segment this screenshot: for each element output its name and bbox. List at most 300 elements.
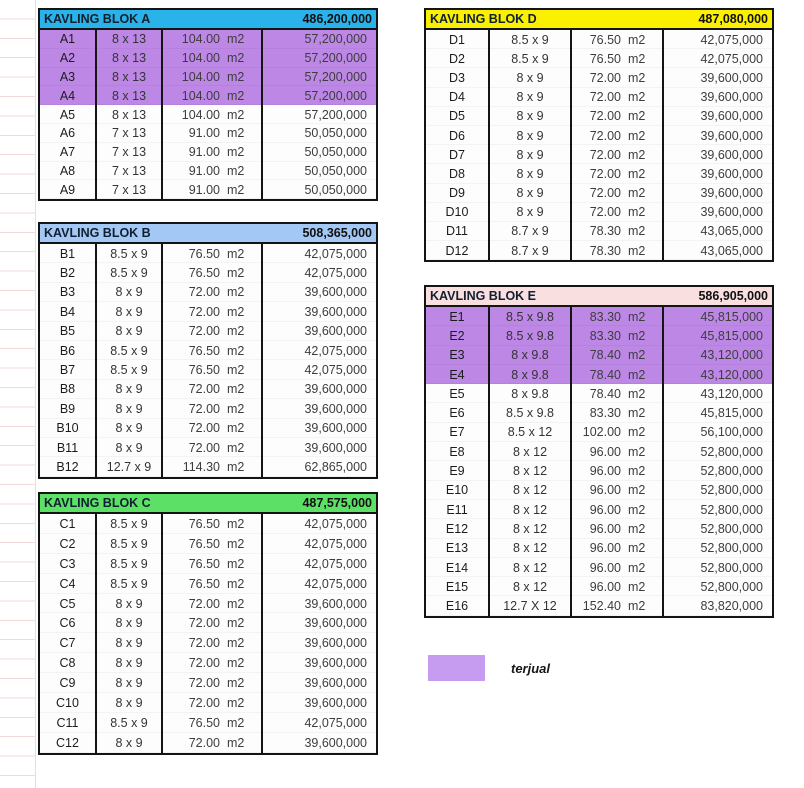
lot-dimension-cell[interactable]: [95, 514, 161, 534]
lot-id-cell[interactable]: [426, 539, 488, 558]
lot-area-cell[interactable]: [161, 244, 261, 263]
lot-area-cell[interactable]: [570, 30, 662, 49]
cell-text: m2: [628, 70, 646, 85]
lot-dimension-cell[interactable]: [95, 554, 161, 574]
lot-area-cell[interactable]: [161, 613, 261, 633]
lot-area-cell[interactable]: [570, 107, 662, 126]
lot-price-cell[interactable]: [662, 558, 772, 577]
lot-id-cell[interactable]: [426, 307, 488, 326]
lot-id-cell[interactable]: [426, 68, 488, 87]
lot-area-cell[interactable]: [570, 365, 662, 384]
lot-dimension-cell[interactable]: [95, 574, 161, 594]
lot-dimension-cell[interactable]: [488, 500, 570, 519]
lot-dimension-cell[interactable]: [95, 162, 161, 181]
cell-text: 83.30: [589, 309, 621, 324]
lot-price-cell[interactable]: [662, 49, 772, 68]
lot-dimension-cell[interactable]: [95, 30, 161, 49]
lot-dimension-cell[interactable]: [488, 365, 570, 384]
cell-text: m2: [227, 440, 245, 455]
lot-dimension-cell[interactable]: [95, 143, 161, 162]
lot-price-cell[interactable]: [261, 554, 376, 574]
lot-id-cell[interactable]: [40, 554, 95, 574]
lot-price-cell[interactable]: [261, 380, 376, 399]
lot-dimension-cell[interactable]: [488, 88, 570, 107]
cell-text: C6: [59, 616, 76, 631]
lot-dimension-cell[interactable]: [95, 322, 161, 341]
lot-row-a9: [40, 180, 376, 199]
block-header-e[interactable]: [424, 285, 774, 307]
cell-text: m2: [227, 715, 245, 730]
cell-text: 39,600,000: [304, 596, 367, 611]
lot-id-cell[interactable]: [426, 184, 488, 203]
lot-id-cell[interactable]: [40, 360, 95, 379]
lot-id-cell[interactable]: [426, 346, 488, 365]
lot-id-cell[interactable]: [40, 673, 95, 693]
lot-price-cell[interactable]: [261, 574, 376, 594]
lot-price-cell[interactable]: [261, 86, 376, 105]
lot-dimension-cell[interactable]: [488, 442, 570, 461]
lot-price-cell[interactable]: [662, 184, 772, 203]
lot-dimension-cell[interactable]: [95, 653, 161, 673]
lot-price-cell[interactable]: [662, 126, 772, 145]
lot-area-cell[interactable]: [161, 653, 261, 673]
lot-id-cell[interactable]: [40, 534, 95, 554]
lot-id-cell[interactable]: [426, 30, 488, 49]
lot-id-cell[interactable]: [426, 241, 488, 260]
lot-dimension-cell[interactable]: [95, 534, 161, 554]
lot-dimension-cell[interactable]: [488, 145, 570, 164]
lot-area-cell[interactable]: [161, 438, 261, 457]
lot-row-e10: [426, 481, 772, 500]
lot-dimension-cell[interactable]: [95, 613, 161, 633]
lot-area-cell[interactable]: [570, 241, 662, 260]
lot-dimension-cell[interactable]: [95, 733, 161, 753]
lot-price-cell[interactable]: [662, 461, 772, 480]
lot-dimension-cell[interactable]: [95, 438, 161, 457]
lot-id-cell[interactable]: [40, 733, 95, 753]
lot-area-cell[interactable]: [161, 380, 261, 399]
block-header-d[interactable]: [424, 8, 774, 30]
lot-area-cell[interactable]: [161, 673, 261, 693]
cell-text: B7: [59, 363, 76, 378]
cell-text: 52,800,000: [700, 502, 763, 517]
lot-dimension-cell[interactable]: [488, 539, 570, 558]
lot-price-cell[interactable]: [261, 438, 376, 457]
lot-dimension-cell[interactable]: [488, 203, 570, 222]
lot-area-cell[interactable]: [161, 49, 261, 68]
lot-row-e7: [426, 423, 772, 442]
lot-area-cell[interactable]: [161, 633, 261, 653]
lot-area-cell[interactable]: [161, 534, 261, 554]
cell-text: 76.50: [188, 363, 220, 378]
lot-area-cell[interactable]: [570, 403, 662, 422]
block-header-c[interactable]: [38, 492, 378, 514]
lot-id-cell[interactable]: [426, 326, 488, 345]
cell-text: 8 x 9: [516, 70, 544, 85]
lot-price-cell[interactable]: [662, 481, 772, 500]
lot-area-cell[interactable]: [161, 514, 261, 534]
lot-dimension-cell[interactable]: [95, 594, 161, 614]
lot-area-cell[interactable]: [161, 105, 261, 124]
lot-price-cell[interactable]: [261, 733, 376, 753]
lot-id-cell[interactable]: [426, 423, 488, 442]
lot-price-cell[interactable]: [261, 263, 376, 282]
lot-row-a8: [40, 162, 376, 181]
lot-dimension-cell[interactable]: [488, 346, 570, 365]
lot-price-cell[interactable]: [662, 577, 772, 596]
lot-area-cell[interactable]: [161, 399, 261, 418]
lot-dimension-cell[interactable]: [95, 713, 161, 733]
lot-row-a4: [40, 86, 376, 105]
cell-text: 39,600,000: [700, 186, 763, 201]
block-total: 486,200,000: [302, 12, 372, 26]
lot-dimension-cell[interactable]: [488, 423, 570, 442]
cell-text: 8 x 9: [115, 616, 143, 631]
lot-price-cell[interactable]: [662, 423, 772, 442]
lot-price-cell[interactable]: [261, 143, 376, 162]
lot-price-cell[interactable]: [662, 326, 772, 345]
cell-text: 72.00: [589, 70, 621, 85]
lot-price-cell[interactable]: [662, 403, 772, 422]
lot-id-cell[interactable]: [426, 222, 488, 241]
lot-price-cell[interactable]: [662, 596, 772, 615]
lot-area-cell[interactable]: [570, 164, 662, 183]
lot-price-cell[interactable]: [662, 346, 772, 365]
lot-area-cell[interactable]: [570, 423, 662, 442]
lot-price-cell[interactable]: [662, 145, 772, 164]
lot-dimension-cell[interactable]: [95, 244, 161, 263]
lot-price-cell[interactable]: [662, 68, 772, 87]
lot-area-cell[interactable]: [161, 283, 261, 302]
lot-price-cell[interactable]: [662, 107, 772, 126]
lot-dimension-cell[interactable]: [488, 403, 570, 422]
lot-price-cell[interactable]: [662, 203, 772, 222]
lot-id-cell[interactable]: [426, 596, 488, 615]
lot-id-cell[interactable]: [40, 341, 95, 360]
lot-dimension-cell[interactable]: [95, 68, 161, 87]
lot-area-cell[interactable]: [570, 384, 662, 403]
lot-area-cell[interactable]: [161, 457, 261, 476]
lot-id-cell[interactable]: [426, 365, 488, 384]
lot-dimension-cell[interactable]: [95, 693, 161, 713]
lot-area-cell[interactable]: [570, 145, 662, 164]
lot-area-cell[interactable]: [570, 346, 662, 365]
lot-price-cell[interactable]: [662, 384, 772, 403]
lot-area-cell[interactable]: [570, 222, 662, 241]
lot-area-cell[interactable]: [570, 596, 662, 615]
lot-dimension-cell[interactable]: [95, 380, 161, 399]
lot-price-cell[interactable]: [261, 124, 376, 143]
cell-text: E1: [449, 309, 465, 324]
cell-text: 42,075,000: [700, 51, 763, 66]
lot-price-cell[interactable]: [261, 613, 376, 633]
lot-id-cell[interactable]: [40, 574, 95, 594]
lot-price-cell[interactable]: [261, 594, 376, 614]
lot-dimension-cell[interactable]: [488, 49, 570, 68]
lot-dimension-cell[interactable]: [488, 384, 570, 403]
lot-dimension-cell[interactable]: [95, 341, 161, 360]
lot-price-cell[interactable]: [261, 633, 376, 653]
lot-price-cell[interactable]: [662, 164, 772, 183]
cell-text: 78.40: [589, 386, 621, 401]
lot-dimension-cell[interactable]: [95, 180, 161, 199]
lot-dimension-cell[interactable]: [488, 326, 570, 345]
cell-text: 7 x 13: [111, 145, 147, 160]
lot-dimension-cell[interactable]: [488, 184, 570, 203]
lot-price-cell[interactable]: [261, 419, 376, 438]
lot-dimension-cell[interactable]: [488, 596, 570, 615]
cell-text: 39,600,000: [700, 109, 763, 124]
lot-id-cell[interactable]: [40, 124, 95, 143]
lot-area-cell[interactable]: [570, 307, 662, 326]
cell-text: 76.50: [188, 516, 220, 531]
lot-id-cell[interactable]: [40, 162, 95, 181]
lot-dimension-cell[interactable]: [488, 461, 570, 480]
lot-id-cell[interactable]: [40, 713, 95, 733]
lot-price-cell[interactable]: [662, 30, 772, 49]
lot-area-cell[interactable]: [161, 733, 261, 753]
lot-area-cell[interactable]: [161, 180, 261, 199]
block-header-a[interactable]: [38, 8, 378, 30]
lot-dimension-cell[interactable]: [95, 419, 161, 438]
lot-area-cell[interactable]: [570, 461, 662, 480]
lot-price-cell[interactable]: [261, 713, 376, 733]
lot-id-cell[interactable]: [40, 49, 95, 68]
lot-price-cell[interactable]: [261, 244, 376, 263]
lot-id-cell[interactable]: [426, 558, 488, 577]
lot-price-cell[interactable]: [261, 180, 376, 199]
lot-price-cell[interactable]: [662, 539, 772, 558]
cell-text: D1: [449, 32, 465, 47]
lot-area-cell[interactable]: [161, 419, 261, 438]
lot-dimension-cell[interactable]: [95, 360, 161, 379]
sheet-gridlines-left: [0, 0, 36, 788]
lot-area-cell[interactable]: [570, 203, 662, 222]
cell-text: 96.00: [589, 541, 621, 556]
lot-price-cell[interactable]: [261, 302, 376, 321]
lot-id-cell[interactable]: [40, 594, 95, 614]
lot-id-cell[interactable]: [40, 514, 95, 534]
lot-price-cell[interactable]: [261, 514, 376, 534]
lot-dimension-cell[interactable]: [95, 263, 161, 282]
lot-row-a6: [40, 124, 376, 143]
lot-dimension-cell[interactable]: [488, 558, 570, 577]
lot-area-cell[interactable]: [161, 693, 261, 713]
cell-text: C11: [56, 715, 79, 730]
lot-price-cell[interactable]: [662, 241, 772, 260]
lot-dimension-cell[interactable]: [95, 49, 161, 68]
lot-dimension-cell[interactable]: [488, 307, 570, 326]
lot-id-cell[interactable]: [426, 461, 488, 480]
lot-row-c4: [40, 574, 376, 594]
lot-price-cell[interactable]: [261, 30, 376, 49]
lot-price-cell[interactable]: [662, 519, 772, 538]
lot-area-cell[interactable]: [161, 322, 261, 341]
cell-text: 8 x 12: [512, 444, 548, 459]
cell-text: 8 x 9.8: [511, 367, 549, 382]
block-table-d: [424, 8, 774, 262]
lot-id-cell[interactable]: [40, 244, 95, 263]
lot-id-cell[interactable]: [40, 457, 95, 476]
cell-text: 39,600,000: [304, 676, 367, 691]
lot-dimension-cell[interactable]: [488, 126, 570, 145]
lot-area-cell[interactable]: [570, 481, 662, 500]
lot-price-cell[interactable]: [261, 341, 376, 360]
lot-price-cell[interactable]: [662, 365, 772, 384]
lot-id-cell[interactable]: [40, 283, 95, 302]
cell-text: m2: [628, 579, 646, 594]
cell-text: 72.00: [589, 109, 621, 124]
lot-price-cell[interactable]: [261, 283, 376, 302]
cell-text: 8 x 9: [516, 147, 544, 162]
lot-id-cell[interactable]: [426, 126, 488, 145]
lot-area-cell[interactable]: [161, 574, 261, 594]
lot-id-cell[interactable]: [40, 302, 95, 321]
lot-area-cell[interactable]: [570, 558, 662, 577]
lot-dimension-cell[interactable]: [488, 107, 570, 126]
lot-id-cell[interactable]: [40, 633, 95, 653]
lot-id-cell[interactable]: [40, 322, 95, 341]
lot-price-cell[interactable]: [261, 322, 376, 341]
lot-dimension-cell[interactable]: [488, 577, 570, 596]
lot-id-cell[interactable]: [40, 438, 95, 457]
cell-text: 76.50: [188, 343, 220, 358]
lot-area-cell[interactable]: [570, 442, 662, 461]
lot-price-cell[interactable]: [662, 307, 772, 326]
lot-id-cell[interactable]: [40, 143, 95, 162]
lot-dimension-cell[interactable]: [95, 283, 161, 302]
lot-area-cell[interactable]: [161, 360, 261, 379]
cell-text: 96.00: [589, 560, 621, 575]
cell-text: E8: [449, 444, 465, 459]
lot-area-cell[interactable]: [161, 143, 261, 162]
block-header-b[interactable]: [38, 222, 378, 244]
lot-area-cell[interactable]: [570, 326, 662, 345]
lot-id-cell[interactable]: [426, 442, 488, 461]
cell-text: 102.00: [582, 425, 621, 440]
lot-price-cell[interactable]: [261, 105, 376, 124]
lot-id-cell[interactable]: [426, 164, 488, 183]
lot-dimension-cell[interactable]: [488, 222, 570, 241]
lot-row-e3: [426, 346, 772, 365]
lot-price-cell[interactable]: [261, 360, 376, 379]
lot-price-cell[interactable]: [662, 88, 772, 107]
lot-id-cell[interactable]: [40, 693, 95, 713]
lot-area-cell[interactable]: [570, 184, 662, 203]
lot-area-cell[interactable]: [161, 30, 261, 49]
lot-dimension-cell[interactable]: [95, 86, 161, 105]
lot-dimension-cell[interactable]: [95, 302, 161, 321]
lot-area-cell[interactable]: [161, 86, 261, 105]
lot-area-cell[interactable]: [570, 500, 662, 519]
lot-area-cell[interactable]: [570, 519, 662, 538]
lot-area-cell[interactable]: [161, 162, 261, 181]
lot-id-cell[interactable]: [40, 68, 95, 87]
lot-id-cell[interactable]: [426, 577, 488, 596]
lot-dimension-cell[interactable]: [488, 481, 570, 500]
lot-dimension-cell[interactable]: [95, 399, 161, 418]
lot-id-cell[interactable]: [426, 500, 488, 519]
lot-area-cell[interactable]: [161, 554, 261, 574]
lot-id-cell[interactable]: [40, 86, 95, 105]
lot-area-cell[interactable]: [570, 126, 662, 145]
lot-price-cell[interactable]: [662, 500, 772, 519]
cell-text: 8.5 x 9: [110, 266, 148, 281]
lot-id-cell[interactable]: [426, 49, 488, 68]
lot-id-cell[interactable]: [40, 263, 95, 282]
lot-price-cell[interactable]: [261, 457, 376, 476]
lot-dimension-cell[interactable]: [488, 164, 570, 183]
lot-dimension-cell[interactable]: [488, 30, 570, 49]
lot-dimension-cell[interactable]: [95, 124, 161, 143]
lot-id-cell[interactable]: [426, 519, 488, 538]
lot-dimension-cell[interactable]: [488, 519, 570, 538]
cell-text: 72.00: [188, 304, 220, 319]
lot-area-cell[interactable]: [570, 539, 662, 558]
lot-id-cell[interactable]: [426, 403, 488, 422]
lot-id-cell[interactable]: [40, 180, 95, 199]
lot-price-cell[interactable]: [261, 68, 376, 87]
lot-id-cell[interactable]: [40, 399, 95, 418]
lot-area-cell[interactable]: [161, 124, 261, 143]
lot-area-cell[interactable]: [161, 302, 261, 321]
lot-id-cell[interactable]: [426, 107, 488, 126]
lot-area-cell[interactable]: [570, 68, 662, 87]
lot-dimension-cell[interactable]: [95, 633, 161, 653]
lot-id-cell[interactable]: [40, 653, 95, 673]
lot-area-cell[interactable]: [161, 263, 261, 282]
lot-price-cell[interactable]: [662, 442, 772, 461]
lot-price-cell[interactable]: [662, 222, 772, 241]
lot-row-e9: [426, 461, 772, 480]
lot-id-cell[interactable]: [40, 30, 95, 49]
lot-area-cell[interactable]: [161, 713, 261, 733]
cell-text: m2: [628, 425, 646, 440]
lot-id-cell[interactable]: [426, 384, 488, 403]
lot-area-cell[interactable]: [161, 341, 261, 360]
lot-dimension-cell[interactable]: [95, 105, 161, 124]
lot-id-cell[interactable]: [40, 380, 95, 399]
lot-id-cell[interactable]: [426, 481, 488, 500]
cell-text: D8: [449, 166, 465, 181]
lot-dimension-cell[interactable]: [488, 68, 570, 87]
lot-area-cell[interactable]: [570, 88, 662, 107]
lot-price-cell[interactable]: [261, 653, 376, 673]
lot-price-cell[interactable]: [261, 399, 376, 418]
lot-id-cell[interactable]: [426, 145, 488, 164]
lot-id-cell[interactable]: [40, 419, 95, 438]
lot-price-cell[interactable]: [261, 162, 376, 181]
lot-price-cell[interactable]: [261, 49, 376, 68]
lot-dimension-cell[interactable]: [95, 457, 161, 476]
lot-price-cell[interactable]: [261, 534, 376, 554]
cell-text: E10: [445, 483, 469, 498]
lot-area-cell[interactable]: [570, 49, 662, 68]
lot-id-cell[interactable]: [40, 105, 95, 124]
lot-row-e1: [426, 307, 772, 326]
lot-id-cell[interactable]: [426, 88, 488, 107]
lot-dimension-cell[interactable]: [95, 673, 161, 693]
lot-id-cell[interactable]: [426, 203, 488, 222]
lot-area-cell[interactable]: [161, 68, 261, 87]
lot-price-cell[interactable]: [261, 673, 376, 693]
lot-id-cell[interactable]: [40, 613, 95, 633]
cell-text: 52,800,000: [700, 483, 763, 498]
lot-price-cell[interactable]: [261, 693, 376, 713]
lot-dimension-cell[interactable]: [488, 241, 570, 260]
lot-area-cell[interactable]: [570, 577, 662, 596]
lot-area-cell[interactable]: [161, 594, 261, 614]
